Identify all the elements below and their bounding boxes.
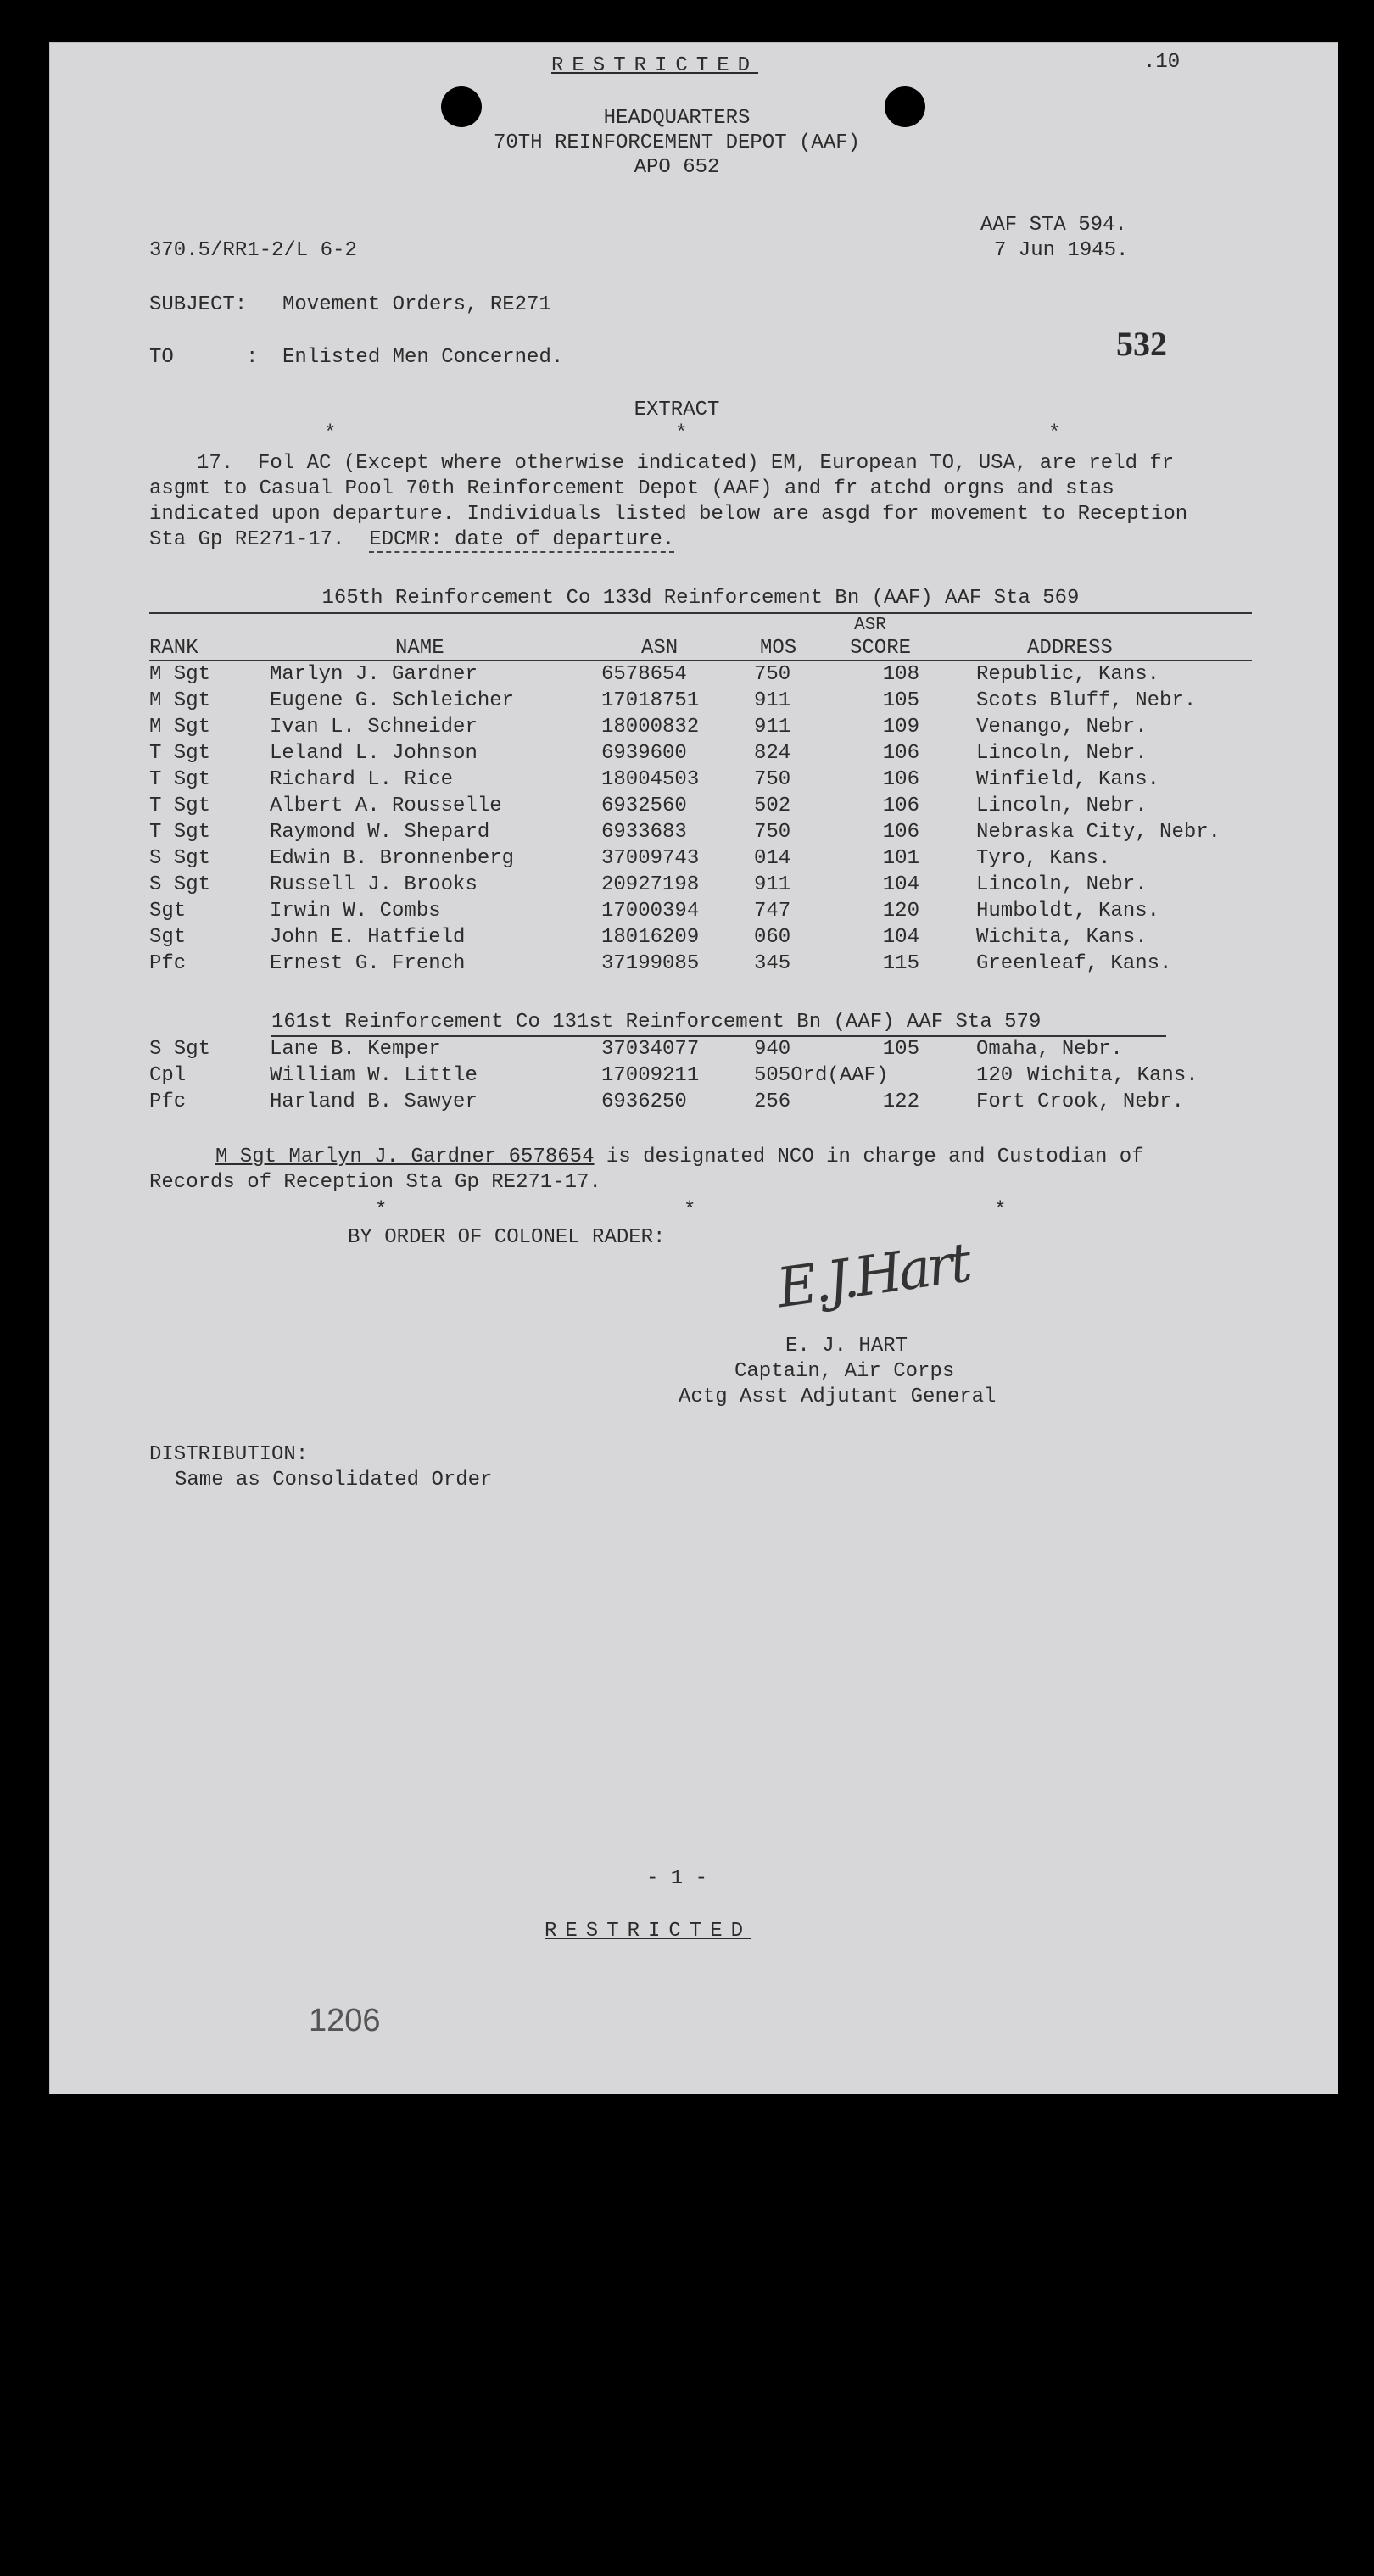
asterisk: * [684,1199,696,1222]
table-row [149,740,1252,767]
cell-asn: 37199085 [601,952,700,975]
cell-mos: 747 [754,900,791,923]
cell-mos: 060 [754,926,791,949]
table-row [149,661,1252,688]
designation-name: M Sgt Marlyn J. Gardner 6578654 [215,1146,595,1168]
document-page [49,42,1338,2094]
cell-address: Venango, Nebr. [976,716,1148,739]
distribution-text: Same as Consolidated Order [175,1469,493,1492]
rule [149,612,1252,614]
document-number: 532 [1116,325,1167,363]
cell-mos: 911 [754,689,791,712]
date: 7 Jun 1945. [994,239,1129,262]
signer-name: E. J. HART [785,1335,908,1358]
extract-title: EXTRACT [634,399,720,421]
page-mark: .10 [1143,51,1181,74]
cell-name: Marlyn J. Gardner [270,663,478,686]
cell-address: Scots Bluff, Nebr. [976,689,1197,712]
archive-stamp: 1206 [309,2003,381,2038]
cell-address: Humboldt, Kans. [976,900,1160,923]
asterisk: * [324,422,337,445]
cell-asn: 20927198 [601,873,700,896]
cell-asn: 6939600 [601,742,687,765]
cell-mos: 824 [754,742,791,765]
cell-asn: 17009211 [601,1064,700,1087]
org-line-1: HEADQUARTERS [603,107,751,130]
header-score: SCORE [850,637,912,660]
cell-score: 104 [882,873,919,896]
cell-name: Russell J. Brooks [270,873,478,896]
paragraph-text: Fol AC (Except where otherwise indicated) EM, European TO, USA, are reld fr asgmt to Casual Pool 70th Reinforcement Depot (AAF) and fr atchd orgns and stas indicated upon departure. Individuals listed below are asgd for movement to Reception Sta Gp RE271-17. [149,452,1188,551]
cell-score: 104 [882,926,919,949]
cell-score: 106 [882,795,919,817]
cell-rank: M Sgt [149,716,211,739]
table-row [149,819,1252,845]
table-row [149,767,1252,793]
group-1-title: 165th Reinforcement Co 133d Reinforcement Bn (AAF) AAF Sta 569 [321,587,1080,610]
group-2-title: 161st Reinforcement Co 131st Reinforcement Bn (AAF) AAF Sta 579 [271,1011,1042,1034]
cell-address: Wichita, Kans. [976,926,1148,949]
cell-asn: 6578654 [601,663,687,686]
cell-rank: T Sgt [149,768,211,791]
cell-address: Wichita, Kans. [1027,1064,1198,1087]
cell-mos: 345 [754,952,791,975]
cell-rank: Cpl [149,1064,187,1087]
cell-address: Nebraska City, Nebr. [976,821,1221,844]
edcmr: EDCMR: date of departure. [369,528,675,551]
signer-title-1: Captain, Air Corps [734,1360,955,1383]
cell-mos: 256 [754,1090,791,1113]
cell-mos: 940 [754,1038,791,1061]
cell-name: Ernest G. French [270,952,466,975]
cell-name: Irwin W. Combs [270,900,441,923]
cell-rank: M Sgt [149,689,211,712]
cell-score: 115 [882,952,919,975]
cell-score: 122 [882,1090,919,1113]
table-row [149,1062,1252,1089]
cell-score: 106 [882,821,919,844]
header-asn: ASN [641,637,679,660]
org-line-2: 70TH REINFORCEMENT DEPOT (AAF) [493,131,861,154]
subject-label: SUBJECT: [149,293,248,316]
cell-address: Tyro, Kans. [976,847,1111,870]
cell-rank: T Sgt [149,742,211,765]
cell-name: Lane B. Kemper [270,1038,441,1061]
table-row [149,924,1252,951]
header-name: NAME [395,637,444,660]
to-recipients: Enlisted Men Concerned. [282,346,564,369]
cell-address: Republic, Kans. [976,663,1160,686]
cell-name: Eugene G. Schleicher [270,689,515,712]
cell-mos: 014 [754,847,791,870]
cell-rank: Pfc [149,1090,187,1113]
classification-bottom: RESTRICTED [545,1920,752,1943]
cell-asn: 6936250 [601,1090,687,1113]
to-label: TO [149,346,174,369]
asterisk: * [994,1199,1007,1222]
cell-mos: 502 [754,795,791,817]
classification-top: RESTRICTED [551,54,759,77]
cell-score: 120 [882,900,919,923]
table-row [149,714,1252,740]
file-reference: 370.5/RR1-2/L 6-2 [149,239,357,262]
cell-asn: 37034077 [601,1038,700,1061]
cell-name: Edwin B. Bronnenberg [270,847,515,870]
by-order: BY ORDER OF COLONEL RADER: [348,1226,666,1249]
cell-mos: 750 [754,663,791,686]
cell-score: 106 [882,742,919,765]
cell-asn: 18004503 [601,768,700,791]
designation-paragraph [149,1145,1201,1196]
org-line-3: APO 652 [634,156,720,179]
cell-name: Harland B. Sawyer [270,1090,478,1113]
paragraph-17 [149,451,1201,553]
cell-asn: 17018751 [601,689,700,712]
cell-rank: S Sgt [149,1038,211,1061]
cell-score: 120 [976,1064,1014,1087]
cell-address: Lincoln, Nebr. [976,742,1148,765]
cell-score: 105 [882,1038,919,1061]
cell-asn: 37009743 [601,847,700,870]
cell-mos: 911 [754,873,791,896]
cell-rank: Pfc [149,952,187,975]
cell-address: Lincoln, Nebr. [976,795,1148,817]
cell-rank: T Sgt [149,795,211,817]
cell-asn: 18000832 [601,716,700,739]
asterisk: * [675,422,688,445]
cell-asn: 17000394 [601,900,700,923]
cell-rank: T Sgt [149,821,211,844]
subject: Movement Orders, RE271 [282,293,551,316]
cell-mos: 505Ord(AAF) [754,1064,889,1087]
cell-address: Fort Crook, Nebr. [976,1090,1184,1113]
distribution-label: DISTRIBUTION: [149,1443,309,1466]
cell-rank: Sgt [149,900,187,923]
cell-rank: M Sgt [149,663,211,686]
signer-title-2: Actg Asst Adjutant General [679,1386,997,1408]
cell-name: John E. Hatfield [270,926,466,949]
asterisk: * [375,1199,388,1222]
page-number: - 1 - [645,1867,707,1890]
cell-score: 106 [882,768,919,791]
asterisk: * [1048,422,1061,445]
cell-asn: 6933683 [601,821,687,844]
table-row [149,872,1252,898]
cell-asn: 6932560 [601,795,687,817]
cell-score: 105 [882,689,919,712]
header-address: ADDRESS [1027,637,1113,660]
table-header [149,635,1252,661]
to-colon: : [246,346,259,369]
cell-score: 101 [882,847,919,870]
cell-address: Lincoln, Nebr. [976,873,1148,896]
header-mos: MOS [760,637,797,660]
cell-name: William W. Little [270,1064,478,1087]
cell-rank: Sgt [149,926,187,949]
cell-address: Omaha, Nebr. [976,1038,1123,1061]
table-row [149,898,1252,924]
header-score-top: ASR [854,616,886,635]
cell-mos: 911 [754,716,791,739]
paragraph-number: 17. [197,452,234,475]
header-rank: RANK [149,637,198,660]
cell-score: 108 [882,663,919,686]
table-row [149,845,1252,872]
table-row [149,951,1252,977]
cell-rank: S Sgt [149,873,211,896]
cell-rank: S Sgt [149,847,211,870]
cell-name: Richard L. Rice [270,768,454,791]
cell-asn: 18016209 [601,926,700,949]
cell-address: Winfield, Kans. [976,768,1160,791]
cell-name: Ivan L. Schneider [270,716,478,739]
table-row [149,688,1252,714]
cell-mos: 750 [754,768,791,791]
table-row [149,1089,1252,1115]
cell-name: Raymond W. Shepard [270,821,490,844]
cell-name: Albert A. Rousselle [270,795,502,817]
table-row [149,793,1252,819]
cell-score: 109 [882,716,919,739]
designation-text: is designated NCO in charge and Custodian of Records of Reception Sta Gp RE271-17. [149,1146,1144,1194]
cell-name: Leland L. Johnson [270,742,478,765]
table-row [149,1036,1252,1062]
station: AAF STA 594. [980,214,1127,237]
handwritten-signature: E.J.Hart [773,1231,973,1321]
cell-address: Greenleaf, Kans. [976,952,1172,975]
cell-mos: 750 [754,821,791,844]
